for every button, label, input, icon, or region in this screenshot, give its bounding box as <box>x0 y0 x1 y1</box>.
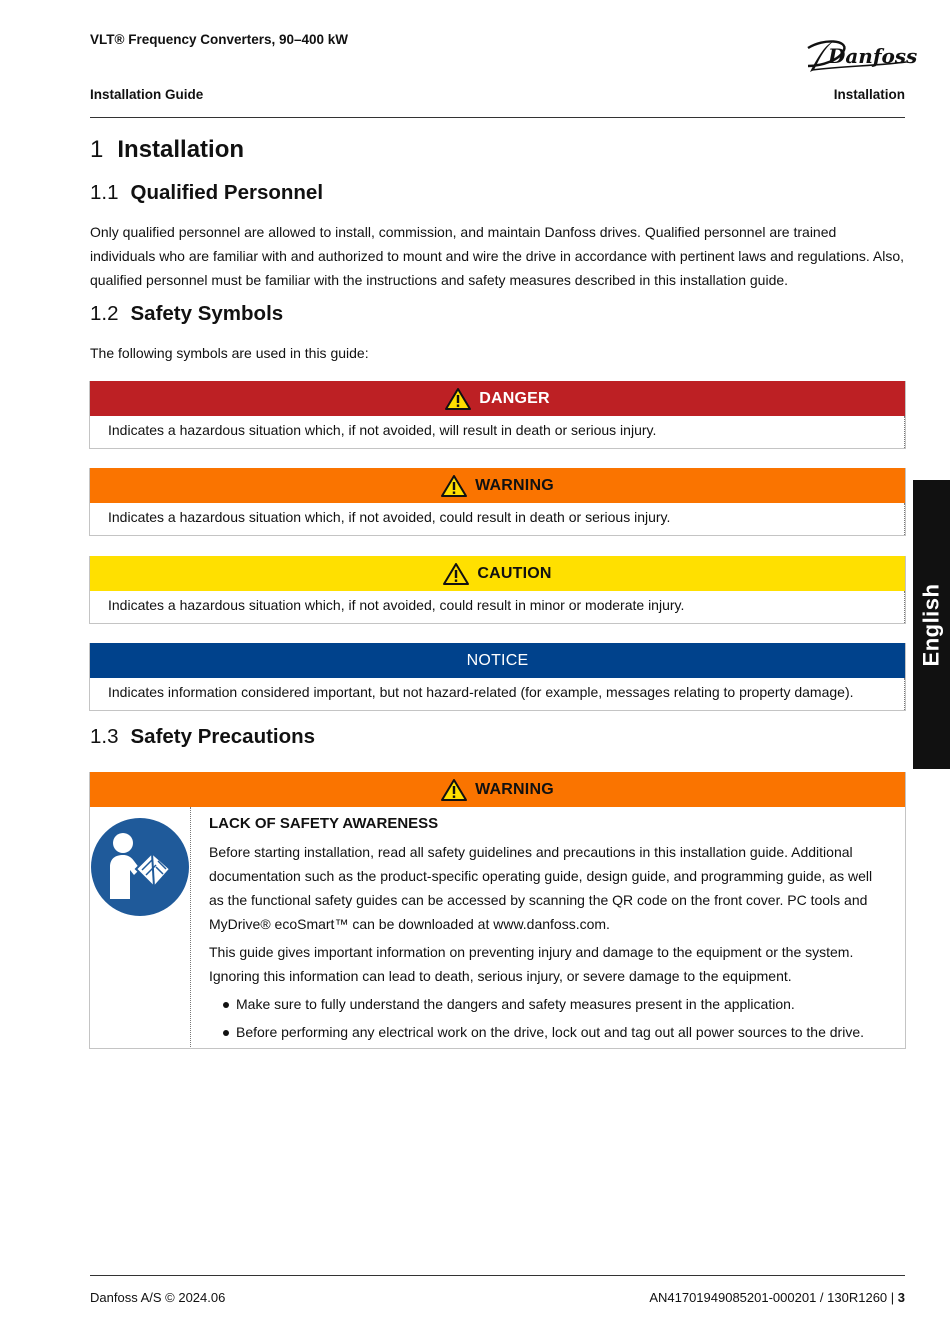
precaution-warning-label: WARNING <box>475 780 554 798</box>
page-number: 3 <box>897 1290 905 1305</box>
language-tab-label: English <box>918 583 944 666</box>
notice-text: Indicates information considered important, but not hazard-related (for example, messages relating to property damage). <box>90 678 905 710</box>
danger-box <box>89 381 906 449</box>
header-divider <box>90 117 905 118</box>
subsection-title: Qualified Personnel <box>130 181 324 204</box>
footer-copyright: Danfoss A/S © 2024.06 <box>90 1290 226 1305</box>
precaution-text-column <box>191 807 905 1048</box>
subsection-heading-safety-symbols <box>90 302 283 326</box>
qualified-personnel-text: Only qualified personnel are allowed to install, commission, and maintain Danfoss drives. Qualified personnel are trained individuals who are familiar with and authorized to mount and wire the drive in accordance with pertinent laws and regulations. Also, qualified personnel must be familiar with the instructions and safety measures described in this installation guide. <box>90 224 905 288</box>
subsection-number: 1.3 <box>90 725 119 748</box>
warning-text: Indicates a hazardous situation which, if not avoided, could result in death or serious injury. <box>90 503 905 535</box>
notice-box <box>89 643 906 711</box>
warning-triangle-icon <box>443 563 469 585</box>
section-number: 1 <box>90 136 104 163</box>
safety-symbols-intro: The following symbols are used in this guide: <box>90 345 369 361</box>
warning-label: WARNING <box>475 476 554 494</box>
notice-header <box>90 643 905 678</box>
header-guide-title: Installation Guide <box>90 87 204 102</box>
precaution-subtitle: LACK OF SAFETY AWARENESS <box>209 815 439 832</box>
danger-label: DANGER <box>479 389 550 407</box>
subsection-heading-qualified-personnel <box>90 181 323 205</box>
subsection-number: 1.1 <box>90 181 119 204</box>
warning-triangle-icon <box>445 388 471 410</box>
footer-doc-id: AN41701949085201-000201 / 130R1260 | <box>649 1290 895 1305</box>
danger-header <box>90 381 905 416</box>
subsection-title: Safety Precautions <box>130 725 316 748</box>
warning-triangle-icon <box>441 779 467 801</box>
subsection-number: 1.2 <box>90 302 119 325</box>
precaution-bullet-list <box>209 992 877 1044</box>
caution-box <box>89 556 906 624</box>
caution-header <box>90 556 905 591</box>
language-tab <box>913 480 950 769</box>
list-item: Make sure to fully understand the dangers and safety measures present in the application. <box>236 992 877 1016</box>
danfoss-logo <box>804 36 918 76</box>
section-title: Installation <box>117 136 245 163</box>
precaution-paragraph-2: This guide gives important information on preventing injury and damage to the equipment or the system. Ignoring this information can lead to death, serious injury, or severe damage to the equipment. <box>209 944 854 984</box>
header-section-title: Installation <box>833 87 905 102</box>
mandatory-icon-column <box>90 807 191 1047</box>
danger-text: Indicates a hazardous situation which, if not avoided, will result in death or serious injury. <box>90 416 905 448</box>
list-item: Before performing any electrical work on the drive, lock out and tag out all power sources to the drive. <box>236 1020 877 1044</box>
section-heading-installation <box>90 136 244 164</box>
subsection-heading-safety-precautions <box>90 725 315 749</box>
safety-precautions-warning-box <box>89 772 906 1049</box>
warning-box <box>89 468 906 536</box>
notice-label: NOTICE <box>466 651 529 669</box>
footer-divider <box>90 1275 905 1276</box>
read-manual-icon <box>90 817 190 917</box>
warning-header <box>90 468 905 503</box>
caution-text: Indicates a hazardous situation which, if not avoided, could result in minor or moderate injury. <box>90 591 905 623</box>
header-product-title: VLT® Frequency Converters, 90–400 kW <box>90 32 349 47</box>
subsection-title: Safety Symbols <box>130 302 284 325</box>
precaution-paragraph-1: Before starting installation, read all safety guidelines and precautions in this installation guide. Additional documentation such as the product-specific operating guide, design guide, and programming guide, as well as the functional safety guides can be accessed by scanning the QR code on the front cover. PC tools and MyDrive® ecoSmart™ can be downloaded at www.danfoss.com. <box>209 844 873 932</box>
svg-text:Danfoss: Danfoss <box>828 44 918 68</box>
warning-triangle-icon <box>441 475 467 497</box>
caution-label: CAUTION <box>477 564 552 582</box>
precaution-warning-header <box>90 772 905 807</box>
footer-doc-reference <box>649 1290 905 1305</box>
